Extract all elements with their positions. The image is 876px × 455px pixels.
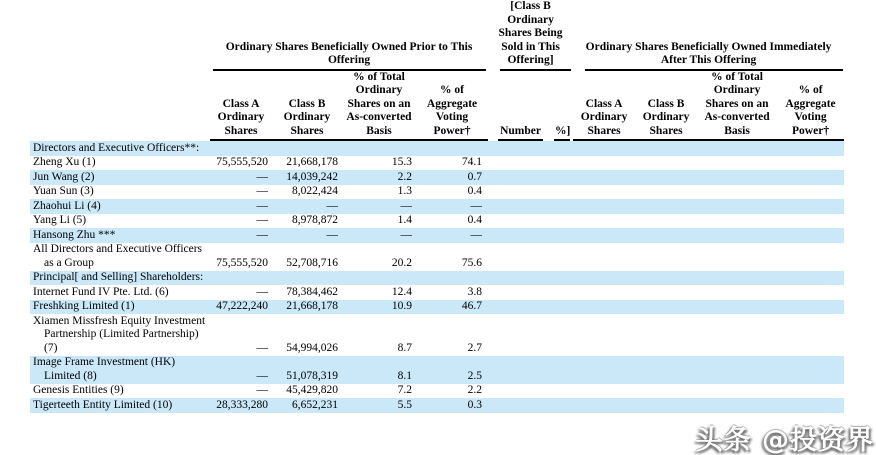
cell bbox=[573, 356, 635, 384]
table-row bbox=[30, 141, 844, 156]
cell bbox=[635, 199, 697, 214]
column-header-label: %] bbox=[554, 125, 570, 142]
cell bbox=[777, 398, 844, 413]
cell: 0.4 bbox=[467, 185, 483, 197]
cell bbox=[573, 228, 635, 243]
cell: 51,078,319 bbox=[286, 369, 338, 382]
group-header-sold-label: [Class B Ordinary Shares Being Sold in This Offering] bbox=[498, 0, 563, 66]
group-header-after-label: Ordinary Shares Beneficially Owned Immediately After This Offering bbox=[585, 40, 832, 66]
cell bbox=[697, 384, 777, 399]
cell bbox=[546, 285, 573, 300]
cell: 2.2 bbox=[467, 384, 483, 396]
cell bbox=[697, 228, 777, 243]
column-header-row bbox=[30, 71, 844, 142]
group-header-prior bbox=[210, 0, 488, 71]
column-header-label: % of Aggregate Voting Power† bbox=[416, 84, 488, 141]
cell bbox=[635, 271, 697, 286]
row-label: Freshking Limited (1) bbox=[33, 300, 135, 312]
cell bbox=[635, 156, 697, 171]
cell bbox=[635, 384, 697, 399]
column-header-label: Class A Ordinary Shares bbox=[573, 98, 635, 142]
cell: 15.3 bbox=[391, 156, 412, 168]
cell bbox=[573, 185, 635, 200]
table-row bbox=[30, 384, 844, 399]
cell bbox=[546, 356, 573, 384]
cell: 21,668,178 bbox=[286, 156, 338, 168]
cell: — bbox=[326, 228, 338, 241]
cell bbox=[573, 141, 635, 156]
cell bbox=[488, 185, 546, 200]
cell: 5.5 bbox=[397, 398, 412, 411]
cell bbox=[635, 185, 697, 200]
column-header-voting-prior bbox=[416, 71, 488, 142]
cell bbox=[777, 199, 844, 214]
cell bbox=[546, 156, 573, 171]
group-header-after bbox=[573, 0, 844, 71]
cell bbox=[546, 228, 573, 243]
cell: 54,994,026 bbox=[286, 341, 338, 354]
cell: 28,333,280 bbox=[216, 398, 268, 411]
cell bbox=[488, 285, 546, 300]
cell bbox=[573, 214, 635, 229]
cell: 47,222,240 bbox=[216, 300, 268, 312]
cell bbox=[573, 271, 635, 286]
row-label: All Directors and Executive Officers as a Group bbox=[33, 243, 203, 269]
column-header-number-sold bbox=[488, 71, 546, 142]
cell bbox=[635, 356, 697, 384]
cell bbox=[697, 271, 777, 286]
cell: 2.5 bbox=[467, 369, 483, 382]
cell bbox=[488, 384, 546, 399]
cell bbox=[488, 214, 546, 229]
cell: 2.7 bbox=[467, 341, 483, 354]
cell bbox=[546, 243, 573, 271]
beneficial-ownership-table bbox=[30, 0, 844, 413]
column-header-pct-sold bbox=[546, 71, 573, 142]
cell bbox=[697, 356, 777, 384]
cell bbox=[697, 398, 777, 413]
cell: 45,429,820 bbox=[286, 384, 338, 396]
cell: 3.8 bbox=[467, 285, 483, 298]
cell bbox=[573, 384, 635, 399]
cell bbox=[697, 185, 777, 200]
cell: 8,978,872 bbox=[292, 214, 338, 226]
cell bbox=[635, 314, 697, 356]
cell bbox=[573, 170, 635, 185]
cell bbox=[573, 285, 635, 300]
cell bbox=[573, 199, 635, 214]
cell: 8.7 bbox=[397, 341, 412, 354]
cell bbox=[488, 228, 546, 243]
cell bbox=[546, 185, 573, 200]
cell: 2.2 bbox=[397, 170, 412, 183]
cell: 52,708,716 bbox=[286, 256, 338, 269]
table-body bbox=[30, 141, 844, 413]
table-row bbox=[30, 199, 844, 214]
cell: 46.7 bbox=[461, 300, 483, 312]
cell bbox=[777, 314, 844, 356]
cell bbox=[488, 271, 546, 286]
cell: 75.6 bbox=[461, 256, 483, 269]
group-header-row bbox=[30, 0, 844, 71]
cell: 0.4 bbox=[467, 214, 483, 226]
cell: — bbox=[256, 369, 268, 382]
cell bbox=[546, 214, 573, 229]
cell bbox=[777, 214, 844, 229]
column-header-label: % of Total Ordinary Shares on an As-converted Basis bbox=[342, 71, 416, 142]
cell bbox=[777, 243, 844, 271]
cell bbox=[573, 156, 635, 171]
row-label: Tigerteeth Entity Limited (10) bbox=[33, 398, 173, 411]
column-header-label: Class B Ordinary Shares bbox=[272, 98, 342, 142]
cell bbox=[272, 141, 342, 156]
cell bbox=[635, 170, 697, 185]
row-label: Yuan Sun (3) bbox=[33, 185, 94, 197]
cell bbox=[635, 300, 697, 315]
column-header-classA-prior bbox=[210, 71, 272, 142]
cell: — bbox=[256, 214, 268, 226]
table-row bbox=[30, 300, 844, 315]
table-row bbox=[30, 271, 844, 286]
column-header-voting-after bbox=[777, 71, 844, 142]
cell bbox=[777, 185, 844, 200]
cell: 0.7 bbox=[467, 170, 483, 183]
cell bbox=[777, 285, 844, 300]
cell bbox=[635, 285, 697, 300]
cell bbox=[777, 271, 844, 286]
cell bbox=[546, 314, 573, 356]
cell bbox=[546, 271, 573, 286]
cell: 75,555,520 bbox=[216, 156, 268, 168]
cell bbox=[777, 300, 844, 315]
column-header-label: Class A Ordinary Shares bbox=[210, 98, 272, 142]
cell bbox=[546, 398, 573, 413]
cell bbox=[488, 356, 546, 384]
cell bbox=[488, 243, 546, 271]
cell: 7.2 bbox=[397, 384, 412, 396]
label-column-spacer bbox=[30, 0, 210, 71]
row-label: Image Frame Investment (HK) Limited (8) bbox=[33, 356, 176, 382]
cell: 6,652,231 bbox=[292, 398, 338, 411]
cell: 1.4 bbox=[397, 214, 412, 226]
cell bbox=[697, 170, 777, 185]
cell: 8.1 bbox=[397, 369, 412, 382]
cell bbox=[488, 156, 546, 171]
row-label: Zhaohui Li (4) bbox=[33, 199, 101, 212]
cell bbox=[635, 243, 697, 271]
cell bbox=[573, 314, 635, 356]
cell: 12.4 bbox=[391, 285, 412, 298]
watermark: 头条 @投资界 bbox=[695, 425, 874, 455]
cell: — bbox=[470, 199, 483, 212]
cell bbox=[342, 271, 416, 286]
cell bbox=[488, 199, 546, 214]
cell bbox=[546, 300, 573, 315]
cell: — bbox=[256, 228, 268, 241]
cell bbox=[635, 214, 697, 229]
cell bbox=[573, 243, 635, 271]
label-column-header bbox=[30, 71, 210, 142]
table-row bbox=[30, 170, 844, 185]
cell bbox=[272, 271, 342, 286]
cell bbox=[546, 170, 573, 185]
cell: — bbox=[400, 199, 412, 212]
cell bbox=[697, 199, 777, 214]
column-header-classB-prior bbox=[272, 71, 342, 142]
cell bbox=[635, 141, 697, 156]
cell: 10.9 bbox=[391, 300, 412, 312]
cell bbox=[488, 314, 546, 356]
table-row bbox=[30, 398, 844, 413]
table-row bbox=[30, 314, 844, 356]
cell: — bbox=[256, 170, 268, 183]
cell bbox=[210, 141, 272, 156]
cell bbox=[777, 228, 844, 243]
row-label: Internet Fund IV Pte. Ltd. (6) bbox=[33, 285, 169, 298]
cell: — bbox=[400, 228, 412, 241]
cell bbox=[697, 314, 777, 356]
table-row bbox=[30, 228, 844, 243]
cell: 0.3 bbox=[467, 398, 483, 411]
cell bbox=[342, 141, 416, 156]
column-header-label: % of Total Ordinary Shares on an As-converted Basis bbox=[697, 71, 777, 142]
row-label: Hansong Zhu *** bbox=[33, 228, 116, 241]
table-row bbox=[30, 356, 844, 384]
cell bbox=[573, 398, 635, 413]
cell: — bbox=[256, 285, 268, 298]
cell: — bbox=[256, 199, 268, 212]
cell bbox=[697, 141, 777, 156]
table-row bbox=[30, 243, 844, 271]
cell: 1.3 bbox=[397, 185, 412, 197]
cell bbox=[416, 271, 488, 286]
table-row bbox=[30, 285, 844, 300]
cell bbox=[697, 243, 777, 271]
cell: 74.1 bbox=[461, 156, 483, 168]
cell bbox=[546, 199, 573, 214]
cell bbox=[488, 141, 546, 156]
column-header-classB-after bbox=[635, 71, 697, 142]
cell: 21,668,178 bbox=[286, 300, 338, 312]
cell bbox=[777, 156, 844, 171]
cell bbox=[697, 285, 777, 300]
cell bbox=[416, 141, 488, 156]
cell bbox=[210, 271, 272, 286]
table-row bbox=[30, 214, 844, 229]
column-header-classA-after bbox=[573, 71, 635, 142]
cell bbox=[635, 228, 697, 243]
cell: — bbox=[256, 341, 268, 354]
cell: 75,555,520 bbox=[216, 256, 268, 269]
group-header-sold bbox=[488, 0, 573, 71]
cell bbox=[546, 384, 573, 399]
row-label: Jun Wang (2) bbox=[33, 170, 95, 183]
cell: 20.2 bbox=[391, 256, 412, 269]
cell: 8,022,424 bbox=[292, 185, 338, 197]
cell: — bbox=[256, 384, 268, 396]
cell: — bbox=[326, 199, 338, 212]
cell bbox=[546, 141, 573, 156]
column-header-label: % of Aggregate Voting Power† bbox=[777, 84, 844, 141]
cell bbox=[697, 214, 777, 229]
column-header-pct-total-after bbox=[697, 71, 777, 142]
column-header-pct-total-prior bbox=[342, 71, 416, 142]
cell: 14,039,242 bbox=[286, 170, 338, 183]
cell bbox=[488, 398, 546, 413]
cell bbox=[697, 156, 777, 171]
column-header-label: Class B Ordinary Shares bbox=[635, 98, 697, 142]
table-row bbox=[30, 185, 844, 200]
cell bbox=[777, 384, 844, 399]
cell bbox=[777, 141, 844, 156]
column-header-label: Number bbox=[498, 125, 543, 142]
row-label: Yang Li (5) bbox=[33, 214, 87, 226]
cell bbox=[697, 300, 777, 315]
cell bbox=[635, 398, 697, 413]
cell bbox=[488, 300, 546, 315]
table-row bbox=[30, 156, 844, 171]
cell bbox=[777, 356, 844, 384]
cell bbox=[488, 170, 546, 185]
row-label: Directors and Executive Officers**: bbox=[33, 141, 200, 154]
cell: — bbox=[256, 185, 268, 197]
group-header-prior-label: Ordinary Shares Beneficially Owned Prior to This Offering bbox=[225, 40, 473, 66]
row-label: Genesis Entities (9) bbox=[33, 384, 124, 396]
cell: — bbox=[470, 228, 483, 241]
cell: 78,384,462 bbox=[286, 285, 338, 298]
row-label: Xiamen Missfresh Equity Investment Partnership (Limited Partnership) (7) bbox=[33, 314, 206, 354]
row-label: Principal[ and Selling] Shareholders: bbox=[33, 271, 204, 283]
cell bbox=[777, 170, 844, 185]
cell bbox=[573, 300, 635, 315]
row-label: Zheng Xu (1) bbox=[33, 156, 96, 168]
